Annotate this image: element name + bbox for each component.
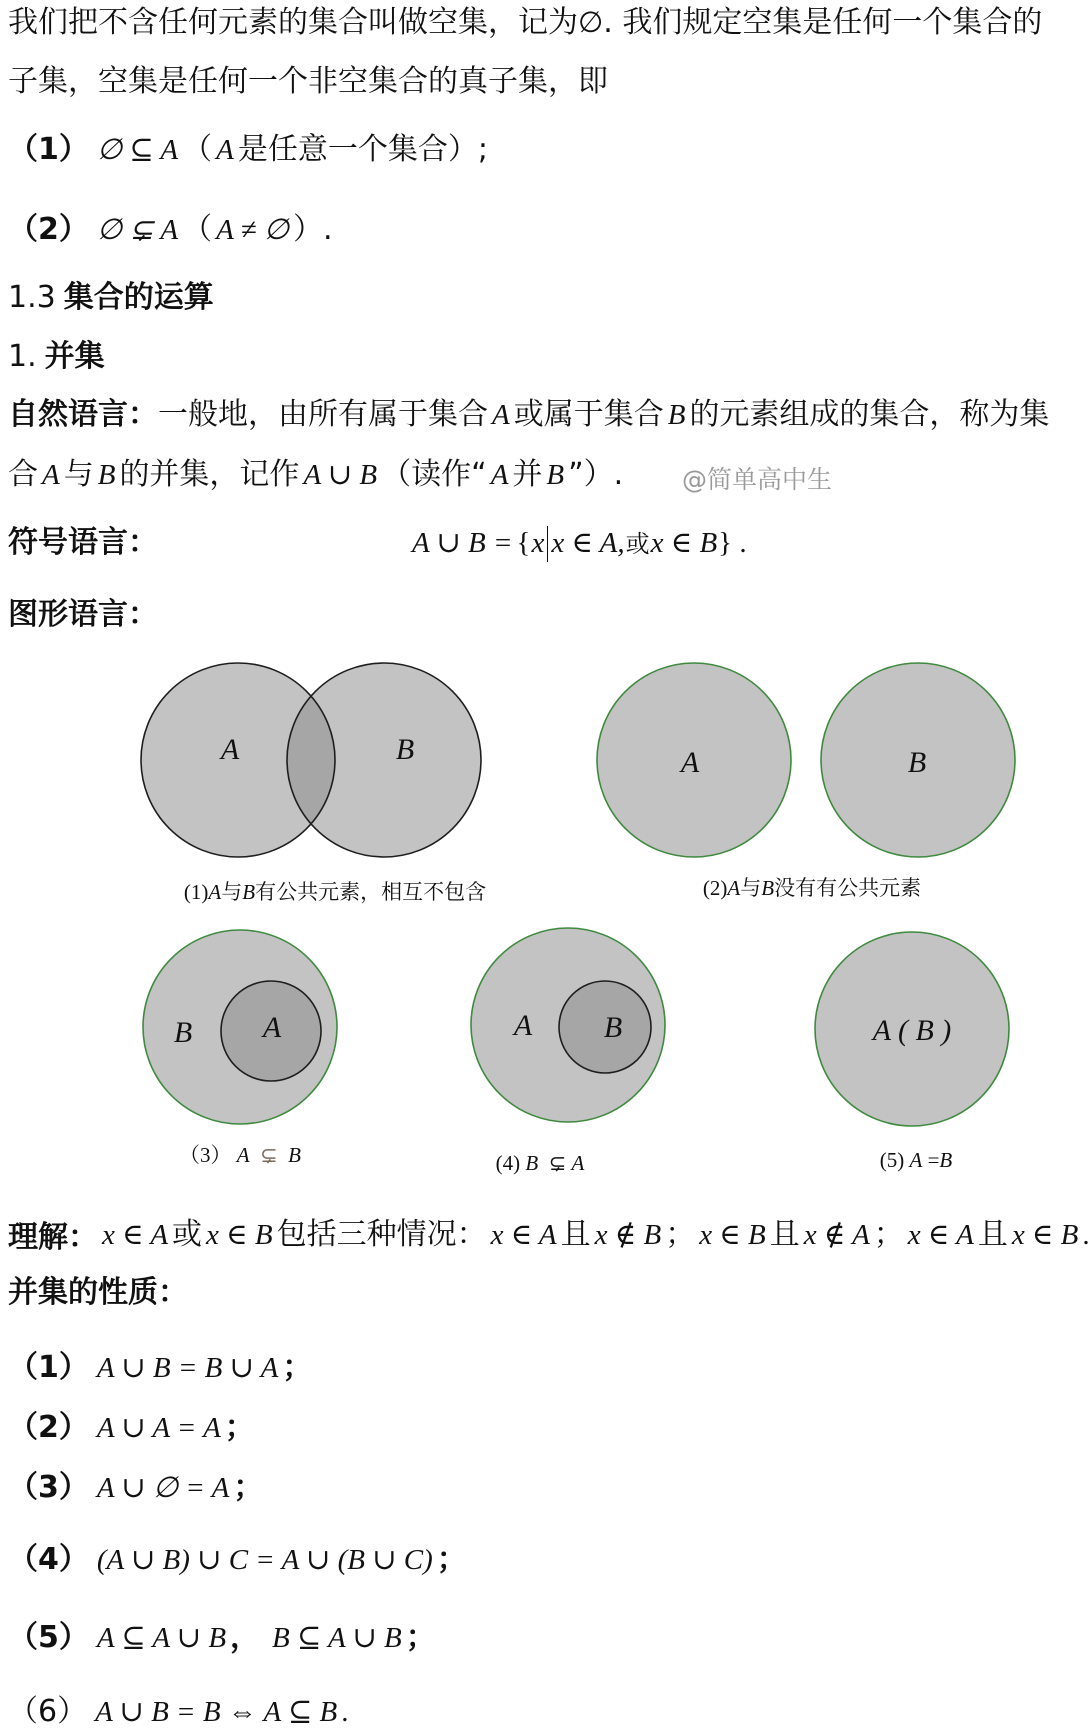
property-label: （3） — [8, 1470, 89, 1505]
property-item-2 — [8, 1408, 255, 1448]
rule-label: （1） — [8, 132, 89, 167]
venn-diagram-disjoint — [597, 663, 1015, 900]
venn-diagram-overlapping — [141, 663, 486, 905]
subsection-number: 1. — [8, 339, 37, 374]
empty-set-symbol: ∅ — [578, 7, 604, 39]
math-var: A — [492, 399, 510, 431]
property-label: （4） — [8, 1542, 89, 1577]
property-end: . — [341, 1696, 349, 1728]
property-math: (A ∪ B) ∪ C = A ∪ (B ∪ C) — [96, 1544, 433, 1576]
math: x ∈ A — [907, 1219, 974, 1251]
formula-brace-close: } — [718, 527, 733, 559]
graphic-language-label-text: 图形语言： — [8, 597, 158, 632]
subsection-heading — [8, 337, 105, 377]
math-union: A ∪ B — [303, 459, 378, 491]
text: 且 — [977, 1217, 1008, 1252]
property-item-4 — [8, 1540, 467, 1580]
text: 与 — [63, 457, 94, 492]
set-label: A ( B ) — [872, 1014, 952, 1047]
section-title: 集合的运算 — [63, 280, 214, 315]
rule-math: A ≠ ∅ — [216, 214, 290, 246]
rule-text: ）. — [293, 212, 333, 247]
set-label: B — [603, 1011, 623, 1044]
formula-lhs: A ∪ B = — [412, 527, 513, 559]
natural-language-label: 自然语言： — [8, 397, 158, 432]
symbolic-language-label — [8, 523, 158, 563]
watermark: @简单高中生 — [682, 465, 833, 494]
rule-text: （ — [182, 132, 213, 167]
text: . — [1082, 1219, 1090, 1251]
math: x ∉ A — [803, 1219, 870, 1251]
properties-title — [8, 1273, 188, 1313]
set-label: B — [395, 733, 415, 766]
property-label: （5） — [8, 1620, 89, 1655]
understanding-line — [8, 1215, 1090, 1255]
property-end: ； — [282, 1350, 313, 1385]
math: x ∈ A — [102, 1219, 169, 1251]
properties-title-text: 并集的性质： — [8, 1275, 188, 1310]
set-label: A — [513, 1009, 533, 1042]
set-label: A — [220, 733, 240, 766]
formula-condition-1: x ∈ A, — [551, 527, 625, 559]
text: 一般地，由所有属于集合 — [158, 397, 488, 432]
intro-line-2: 子集，空集是任何一个非空集合的真子集，即 — [8, 64, 608, 99]
text: ”）. — [568, 457, 624, 492]
union-set-builder-formula — [408, 523, 747, 563]
empty-set-rule-1 — [8, 130, 488, 170]
text: 并 — [512, 457, 543, 492]
property-math: B ⊆ A ∪ B — [272, 1622, 402, 1654]
intro-line-1 — [8, 3, 1042, 43]
venn-diagram-equal — [815, 932, 1009, 1172]
text: ； — [873, 1217, 904, 1252]
property-item-1 — [8, 1348, 312, 1388]
formula-or: 或 — [625, 532, 650, 558]
formula-condition-2: x ∈ B — [650, 527, 718, 559]
rule-label: （2） — [8, 212, 89, 247]
rule-math: A — [216, 134, 234, 166]
formula-period: . — [732, 527, 747, 559]
math-var: B — [97, 459, 116, 491]
intro-text: 我们把不含任何元素的集合叫做空集，记为 — [8, 5, 578, 40]
math-var: A — [42, 459, 60, 491]
property-separator: ， — [230, 1620, 261, 1655]
property-math: A ∪ ∅ = A — [96, 1472, 230, 1504]
diagram-caption: (4) B ⊊ A — [495, 1151, 585, 1175]
rule-math: ∅ ⊆ A — [96, 134, 179, 166]
rule-math: ∅ ⊊ A — [96, 214, 179, 246]
math: x ∈ A — [490, 1219, 557, 1251]
diagram-caption: (2)A与B没有有公共元素 — [702, 876, 922, 900]
property-item-6 — [8, 1692, 349, 1732]
section-heading — [8, 278, 214, 318]
text: 且 — [769, 1217, 800, 1252]
property-math: A ∪ B = B ∪ A — [96, 1352, 279, 1384]
text: 或 — [172, 1217, 203, 1252]
intro-text: . 我们规定空集是任何一个集合的 — [603, 5, 1043, 40]
text: ； — [665, 1217, 696, 1252]
symbolic-language-label-text: 符号语言： — [8, 525, 158, 560]
formula-such-that-bar — [547, 526, 548, 562]
text: 或属于集合 — [513, 397, 664, 432]
property-label: （2） — [8, 1410, 89, 1445]
venn-diagram-b-subset-a — [471, 928, 665, 1175]
diagram-caption: (5) A =B — [879, 1148, 953, 1172]
math: x ∈ B — [206, 1219, 273, 1251]
math: x ∈ B — [699, 1219, 766, 1251]
diagram-caption: （3） A ⊊ B — [178, 1143, 302, 1167]
section-number: 1.3 — [8, 280, 56, 315]
property-end: ； — [436, 1542, 467, 1577]
formula-var: x — [531, 527, 545, 559]
property-math: A ∪ A = A — [96, 1412, 221, 1444]
property-end: ； — [233, 1470, 264, 1505]
formula-brace-open: { — [516, 527, 531, 559]
property-item-5 — [8, 1618, 436, 1658]
math: x ∉ B — [594, 1219, 662, 1251]
property-label: （1） — [8, 1350, 89, 1385]
property-item-3 — [8, 1468, 263, 1508]
property-math: A ⊆ A ∪ B — [96, 1622, 227, 1654]
venn-diagrams — [0, 640, 1080, 1200]
property-label: （6） — [8, 1694, 88, 1729]
set-label: B — [907, 746, 927, 779]
natural-language-line-2 — [8, 455, 623, 495]
subsection-title: 并集 — [44, 339, 105, 374]
set-label: A — [262, 1011, 282, 1044]
diagram-caption: (1)A与B有公共元素，相互不包含 — [183, 880, 487, 904]
text: （读作“ — [381, 457, 487, 492]
math: x ∈ B — [1011, 1219, 1079, 1251]
graphic-language-label — [8, 595, 158, 635]
natural-language-line-1 — [8, 395, 1049, 435]
rule-text: （ — [182, 212, 213, 247]
math-var: B — [667, 399, 686, 431]
text: 包括三种情况： — [276, 1217, 487, 1252]
set-label: B — [173, 1016, 193, 1049]
venn-diagram-a-subset-b — [143, 930, 337, 1167]
empty-set-rule-2 — [8, 210, 333, 250]
text: 的并集，记作 — [119, 457, 300, 492]
math-var: B — [546, 459, 565, 491]
understanding-label: 理解： — [8, 1220, 98, 1255]
math-var: A — [490, 459, 509, 491]
text: 的元素组成的集合，称为集 — [689, 397, 1050, 432]
property-math: A ∪ B = B ⇔ A ⊆ B — [95, 1696, 338, 1728]
text: 且 — [560, 1217, 591, 1252]
rule-text: 是任意一个集合）; — [237, 132, 488, 167]
property-end: ； — [224, 1410, 255, 1445]
text: 合 — [8, 457, 38, 492]
property-end: ； — [405, 1620, 436, 1655]
set-label: A — [680, 746, 700, 779]
